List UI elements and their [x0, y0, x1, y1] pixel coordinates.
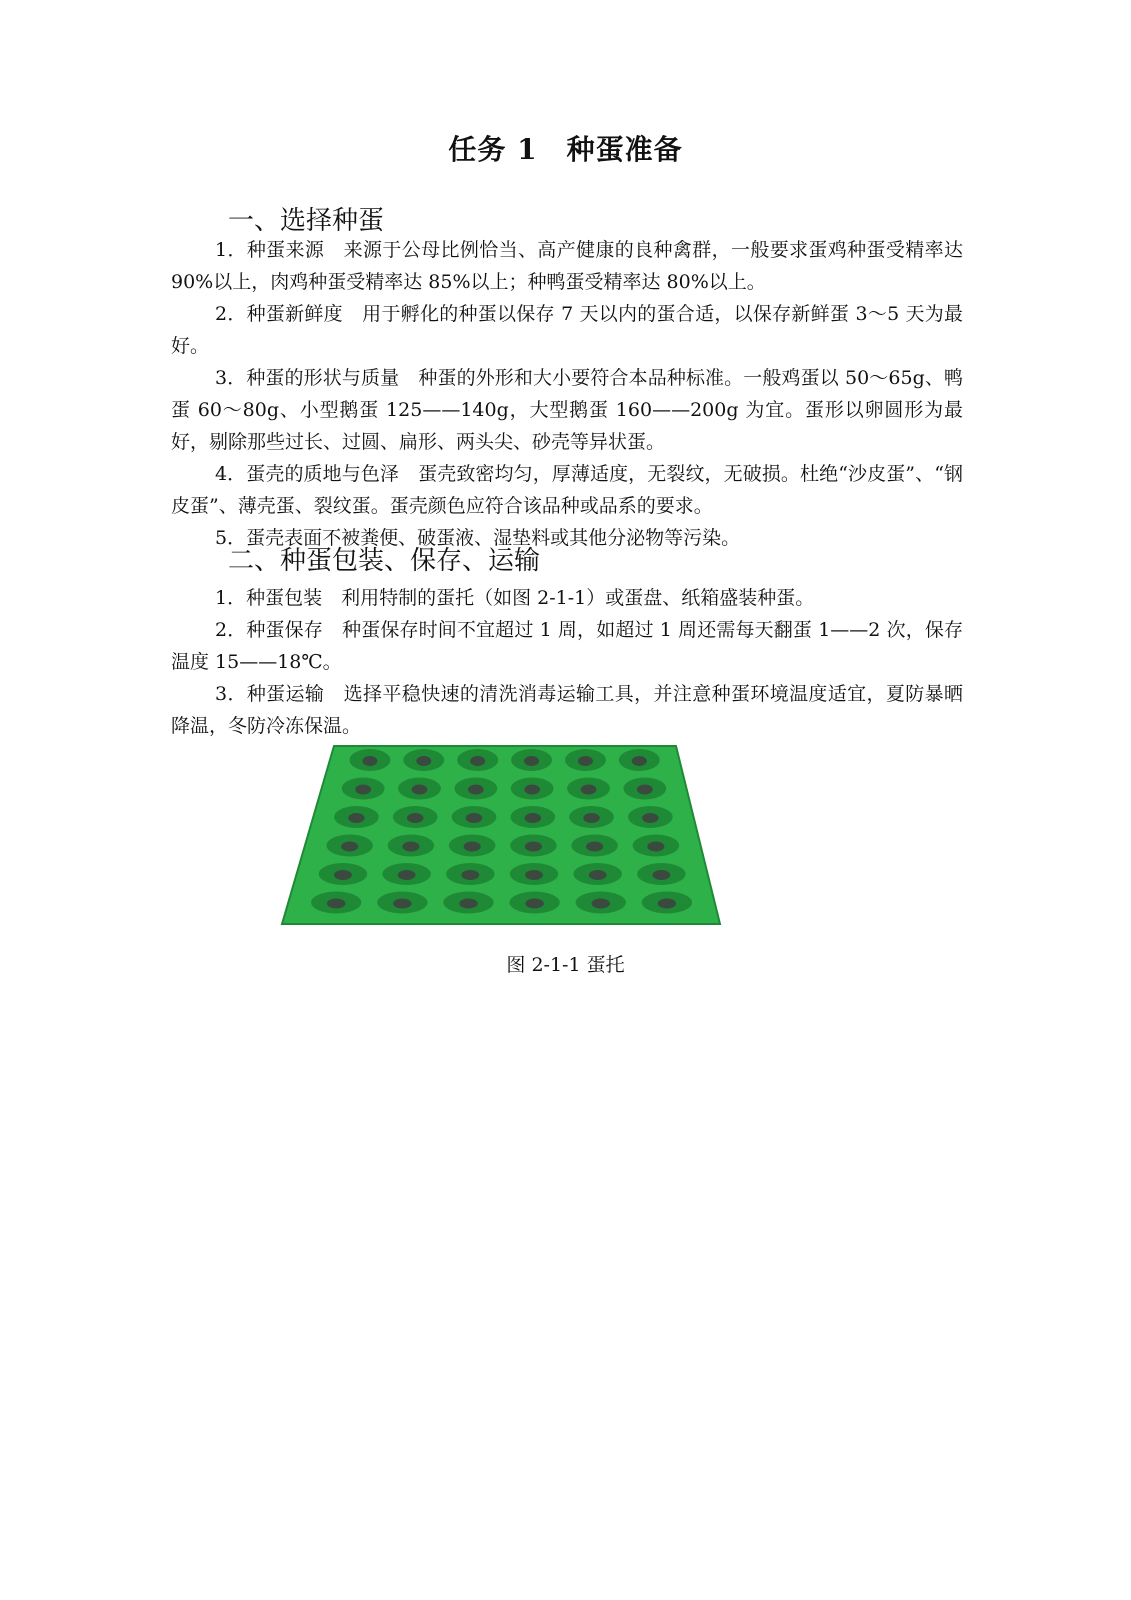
tray-hole	[402, 842, 419, 852]
tray-hole	[416, 756, 431, 766]
tray-hole	[658, 899, 677, 909]
tray-hole	[362, 756, 377, 766]
tray-hole	[525, 842, 542, 852]
paragraph-egg-freshness: 2．种蛋新鲜度 用于孵化的种蛋以保存 7 天以内的蛋合适，以保存新鲜蛋 3～5 天为最好。	[171, 303, 963, 357]
tray-hole	[348, 813, 364, 823]
tray-hole	[583, 813, 599, 823]
page-title: 任务 1 种蛋准备	[448, 133, 683, 166]
tray-hole	[637, 785, 653, 795]
tray-hole	[334, 870, 352, 880]
tray-hole	[459, 899, 478, 909]
tray-hole	[327, 899, 346, 909]
tray-hole	[581, 785, 597, 795]
tray-hole	[586, 842, 603, 852]
tray-hole	[652, 870, 670, 880]
tray-hole	[468, 785, 484, 795]
tray-hole	[461, 870, 479, 880]
section-heading-packing-storage: 二、种蛋包装、保存、运输	[228, 546, 541, 576]
tray-hole	[466, 813, 482, 823]
egg-tray-image	[274, 742, 736, 928]
tray-hole	[525, 899, 544, 909]
tray-hole	[524, 785, 540, 795]
paragraph-egg-storage: 2．种蛋保存 种蛋保存时间不宜超过 1 周，如超过 1 周还需每天翻蛋 1——2 次，保存温度 15——18℃。	[171, 619, 963, 673]
tray-hole	[407, 813, 423, 823]
tray-hole	[642, 813, 658, 823]
tray-hole	[341, 842, 358, 852]
tray-hole	[525, 813, 541, 823]
tray-hole	[578, 756, 593, 766]
tray-hole	[632, 756, 647, 766]
paragraph-egg-packing: 1．种蛋包装 利用特制的蛋托（如图 2-1-1）或蛋盘、纸箱盛装种蛋。	[215, 587, 815, 609]
tray-hole	[525, 870, 543, 880]
paragraph-shell-surface: 5．蛋壳表面不被粪便、破蛋液、湿垫料或其他分泌物等污染。	[215, 527, 741, 549]
tray-hole	[412, 785, 428, 795]
tray-hole	[398, 870, 416, 880]
tray-hole	[393, 899, 412, 909]
paragraph-egg-transport: 3．种蛋运输 选择平稳快速的清洗消毒运输工具，并注意种蛋环境温度适宜，夏防暴晒降温，冬防冷冻保温。	[171, 683, 963, 737]
paragraph-egg-source: 1．种蛋来源 来源于公母比例恰当、高产健康的良种禽群，一般要求蛋鸡种蛋受精率达 90%以上，肉鸡种蛋受精率达 85%以上；种鸭蛋受精率达 80%以上。	[171, 239, 963, 293]
tray-hole	[647, 842, 664, 852]
figure-caption: 图 2-1-1 蛋托	[506, 954, 625, 976]
paragraph-egg-shape-quality: 3．种蛋的形状与质量 种蛋的外形和大小要符合本品种标准。一般鸡蛋以 50～65g、鸭蛋 60～80g、小型鹅蛋 125——140g，大型鹅蛋 160——200g 为宜。蛋形以卵圆形为最好，剔除那些过长、过圆、扁形、两头尖、砂壳等异状蛋。	[171, 367, 963, 453]
tray-hole	[470, 756, 485, 766]
section-heading-select-eggs: 一、选择种蛋	[228, 206, 385, 236]
tray-hole	[591, 899, 610, 909]
tray-hole	[464, 842, 481, 852]
tray-hole	[524, 756, 539, 766]
paragraph-shell-texture: 4．蛋壳的质地与色泽 蛋壳致密均匀，厚薄适度，无裂纹，无破损。杜绝“沙皮蛋”、“钢皮蛋”、薄壳蛋、裂纹蛋。蛋壳颜色应符合该品种或品系的要求。	[171, 463, 963, 517]
tray-hole	[589, 870, 607, 880]
tray-hole	[355, 785, 371, 795]
